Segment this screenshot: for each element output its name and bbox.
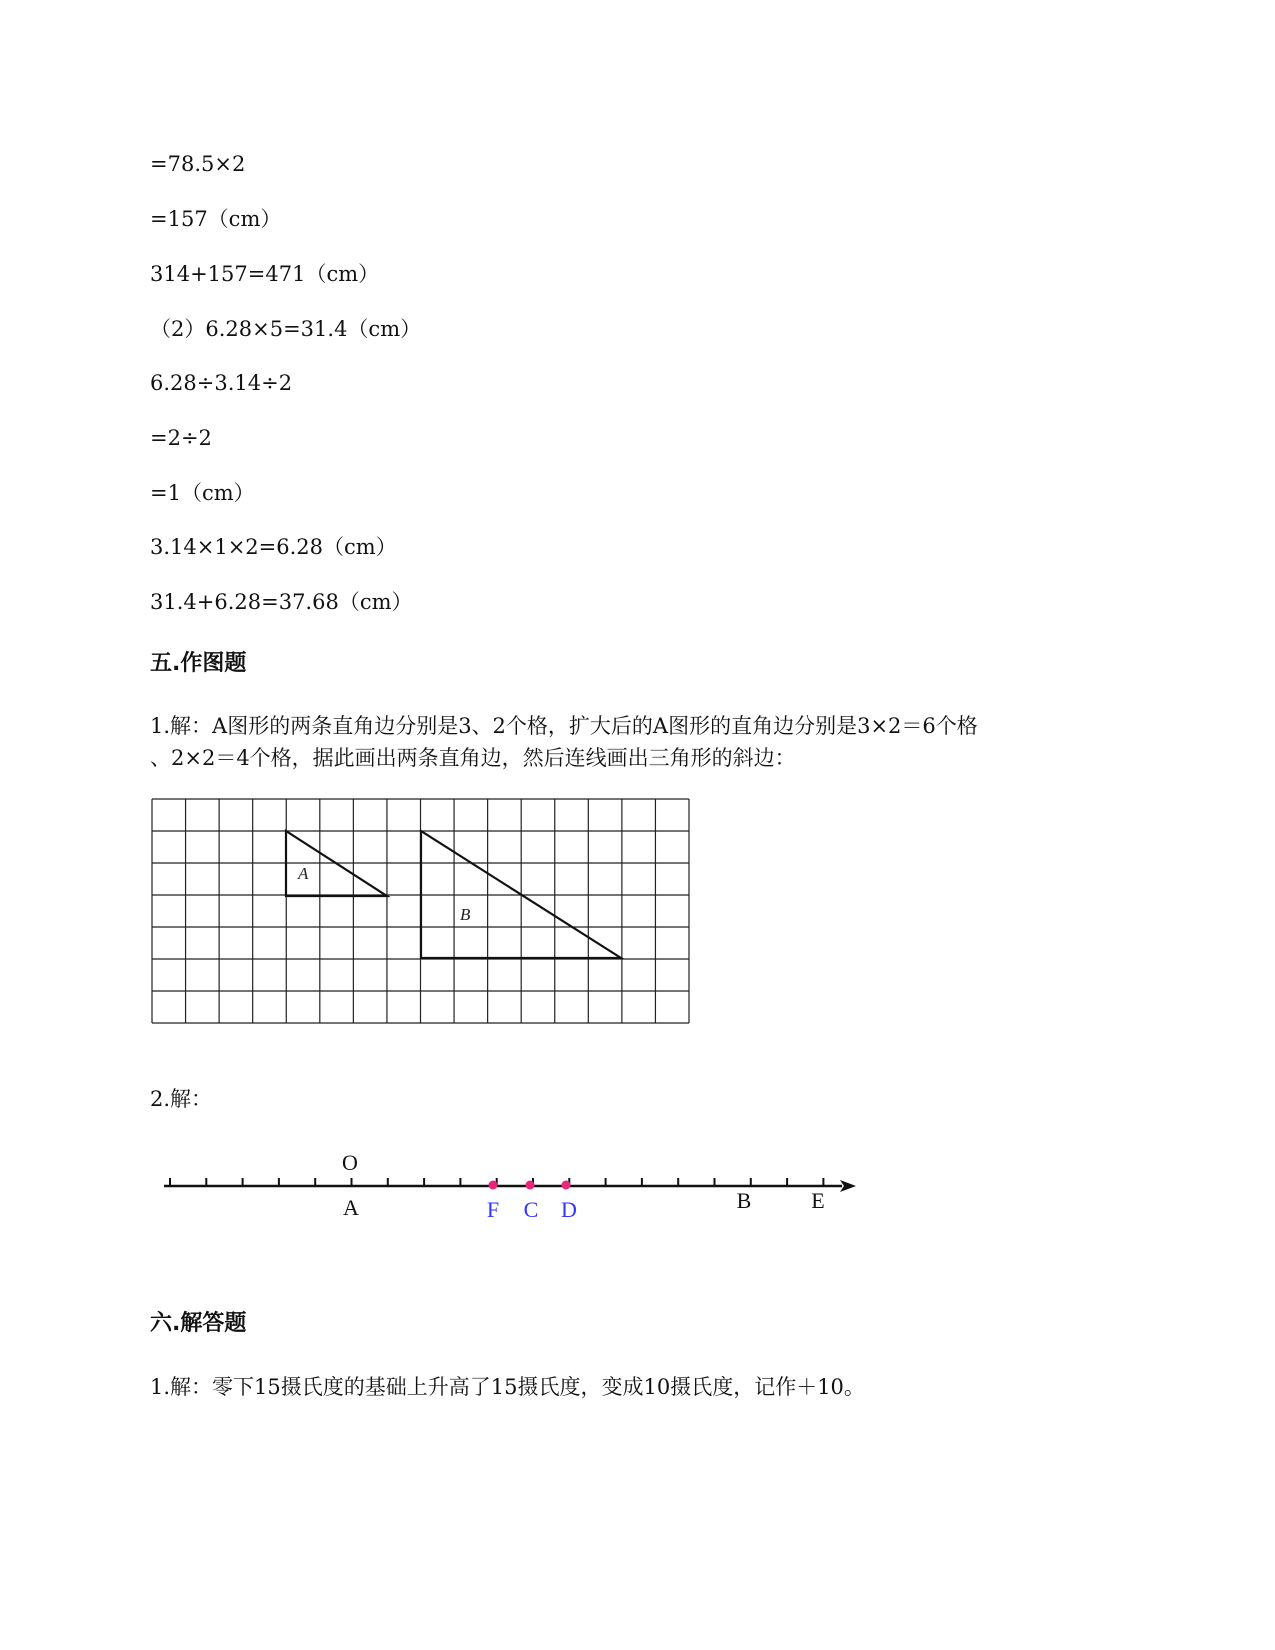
calc-line-9: 31.4+6.28=37.68（cm）: [150, 590, 413, 614]
number-line-figure: [150, 1140, 870, 1235]
calc-line-3: 314+157=471（cm）: [150, 262, 380, 286]
triangle-a-label: A: [298, 864, 309, 883]
point-d-marker: [562, 1181, 571, 1190]
triangle-b-label: B: [460, 905, 471, 924]
label-a: A: [343, 1195, 359, 1220]
label-b: B: [736, 1188, 752, 1213]
section5-q2-label: 2.解：: [150, 1087, 213, 1111]
label-f: F: [486, 1197, 500, 1222]
section5-q1-line2: 、2×2＝4个格，据此画出两条直角边，然后连线画出三角形的斜边：: [150, 746, 796, 770]
calc-line-2: =157（cm）: [150, 207, 282, 231]
label-e: E: [811, 1188, 825, 1213]
calc-line-5: 6.28÷3.14÷2: [150, 371, 293, 395]
calc-line-4: （2）6.28×5=31.4（cm）: [150, 317, 422, 341]
section5-q1-line1: 1.解：A图形的两条直角边分别是3、2个格，扩大后的A图形的直角边分别是3×2＝6个格: [150, 714, 978, 738]
label-o: O: [342, 1150, 358, 1175]
calc-line-6: =2÷2: [150, 426, 212, 450]
label-d: D: [561, 1197, 577, 1222]
label-c: C: [523, 1197, 539, 1222]
calc-line-1: =78.5×2: [150, 152, 246, 176]
triangle-grid-figure: [150, 797, 695, 1029]
point-c-marker: [526, 1181, 535, 1190]
section6-heading: 六.解答题: [150, 1311, 247, 1336]
section6-q1: 1.解：零下15摄氏度的基础上升高了15摄氏度，变成10摄氏度，记作＋10。: [150, 1375, 865, 1399]
number-line-arrow: [840, 1180, 856, 1192]
point-f-marker: [489, 1181, 498, 1190]
calc-line-7: =1（cm）: [150, 481, 255, 505]
section5-heading: 五.作图题: [150, 651, 247, 676]
calc-line-8: 3.14×1×2=6.28（cm）: [150, 535, 397, 559]
